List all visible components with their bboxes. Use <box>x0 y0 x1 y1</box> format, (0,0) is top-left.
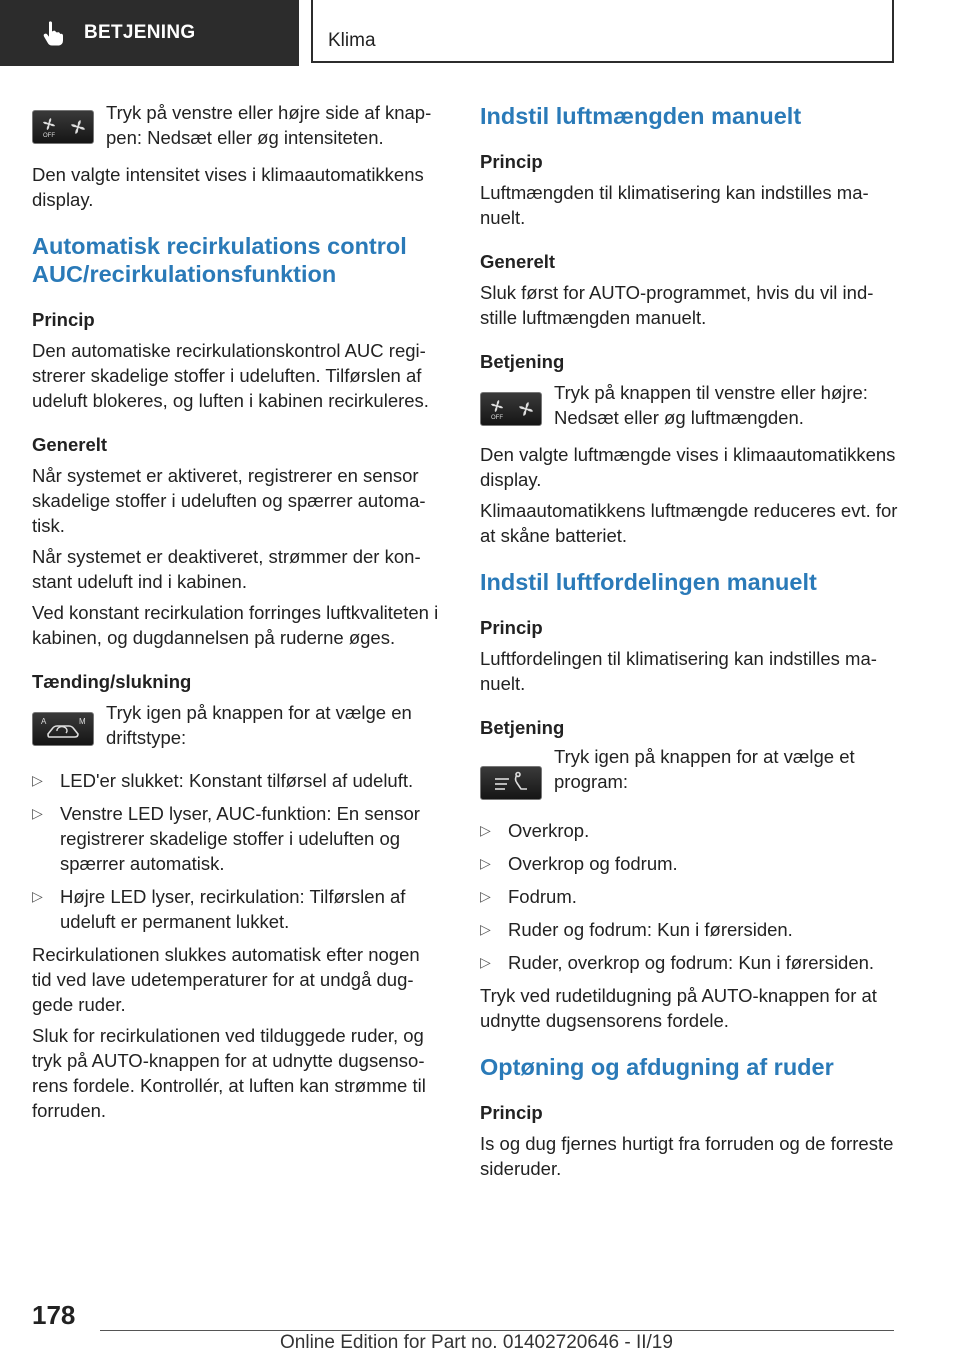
intensity-display-text: Den valgte intensitet vises i klimaautomatikkens display. <box>32 164 424 210</box>
air-distribution-betjening-block <box>480 716 898 1033</box>
car-recirculation-icon <box>35 715 91 743</box>
bullet-icon: ▷ <box>480 822 491 838</box>
air-volume-instruction-text: Tryk på knappen til venstre eller højre: Nedsæt eller øg luftmængden. <box>554 382 868 428</box>
list-item: ▷ Ruder og fodrum: Kun i førersiden. <box>480 919 793 940</box>
air-volume-generelt-block <box>480 250 898 330</box>
air-volume-p2: Klimaautomatikkens luftmængde reduceres evt. for at skåne batteriet. <box>480 500 898 546</box>
bullet-icon: ▷ <box>32 888 43 904</box>
svg-text:M: M <box>79 717 86 726</box>
auc-mode-list <box>32 768 442 934</box>
air-volume-betjening-heading: Betjening <box>480 351 565 372</box>
air-distribution-betjening-heading: Betjening <box>480 717 565 738</box>
auc-taending-block <box>32 670 442 1123</box>
air-volume-princip-text: Luftmængden til klimatisering kan indstilles manuelt. <box>480 182 869 228</box>
defrost-princip-text: Is og dug fjernes hurtigt fra forruden og de forreste sideruder. <box>480 1133 894 1179</box>
footer-rule <box>100 1330 894 1331</box>
fan-off-icon <box>39 116 59 138</box>
list-item: ▷ Overkrop og fodrum. <box>480 853 678 874</box>
auc-generelt-block <box>32 433 442 650</box>
air-distribution-icon <box>491 771 531 795</box>
auc-after-text-1: Recirkulationen slukkes automatisk efter nogen tid ved lave udetemperaturer for at undgå duggede ruder. <box>32 944 420 1015</box>
air-volume-generelt-heading: Generelt <box>480 251 556 272</box>
chapter-label: Klima <box>328 30 376 51</box>
bullet-icon: ▷ <box>32 772 43 788</box>
bullet-icon: ▷ <box>32 805 43 821</box>
air-distribution-button-image <box>480 766 542 800</box>
right-column <box>480 100 898 1191</box>
auc-generelt-p1: Når systemet er aktiveret, registrerer en sensor skadelige stoffer i udeluften og spærrer automatisk. <box>32 465 426 536</box>
section-label: BETJENING <box>84 22 196 43</box>
list-item: ▷ Ruder, overkrop og fodrum: Kun i førersiden. <box>480 952 875 973</box>
footer-edition: Online Edition for Part no. 01402720646 - II/19 <box>280 1332 673 1353</box>
air-volume-princip-heading: Princip <box>480 151 543 172</box>
auc-generelt-heading: Generelt <box>32 434 108 455</box>
air-volume-heading: Indstil luftmængden manuelt <box>480 103 802 129</box>
auc-princip-heading: Princip <box>32 309 95 330</box>
fan-icon <box>517 400 535 418</box>
list-item: ▷ LED'er slukket: Konstant tilførsel af udeluft. <box>32 770 414 791</box>
auc-taending-heading: Tænding/slukning <box>32 671 192 692</box>
intensity-button-image <box>32 110 94 144</box>
bullet-icon: ▷ <box>480 855 491 871</box>
svg-text:OFF: OFF <box>43 133 55 138</box>
air-distribution-instruction-text: Tryk igen på knappen for at vælge et program: <box>554 746 855 792</box>
fan-off-icon <box>487 398 507 420</box>
bullet-icon: ▷ <box>480 954 491 970</box>
air-distribution-instruction <box>480 746 898 800</box>
page-number: 178 <box>32 1300 76 1330</box>
auc-princip-block <box>32 308 442 413</box>
intensity-instruction <box>32 100 442 150</box>
left-column <box>32 100 442 1133</box>
list-item: ▷ Overkrop. <box>480 820 590 841</box>
air-distribution-princip-heading: Princip <box>480 617 543 638</box>
bullet-icon: ▷ <box>480 921 491 937</box>
intensity-instruction-text: Tryk på venstre eller højre side af knappen: Nedsæt eller øg intensiteten. <box>106 102 432 148</box>
auc-after-text-2: Sluk for recirkulationen ved tilduggede ruder, og tryk på AUTO-knappen for at udnytte dugsensorens fordele. Kontrollér, at luften kan strømme til forruden. <box>32 1025 426 1121</box>
defrost-heading: Optøning og afdugning af ruder <box>480 1054 834 1080</box>
auc-generelt-p3: Ved konstant recirkulation forringes luftkvaliteten i kabinen, og dugdannelsen på ruderne øges. <box>32 602 439 648</box>
auc-princip-text: Den automatiske recirkulationskontrol AUC registrerer skadelige stoffer i udeluften. Tilførslen af udeluft blokeres, og luften i kabinen recirkuleres. <box>32 340 429 411</box>
section-tab <box>0 0 299 66</box>
auc-instruction-text: Tryk igen på knappen for at vælge en driftstype: <box>106 702 412 748</box>
air-distribution-heading: Indstil luftfordelingen manuelt <box>480 569 817 595</box>
list-item: ▷ Venstre LED lyser, AUC-funktion: En sensor registrerer skadelige stoffer i udeluften og spærrer automatisk. <box>32 803 420 874</box>
hand-pointer-icon <box>40 19 68 47</box>
svg-text:OFF: OFF <box>491 415 503 420</box>
auc-button-image <box>32 712 94 746</box>
page-header <box>0 0 960 66</box>
defrost-princip-block <box>480 1101 898 1181</box>
bullet-icon: ▷ <box>480 888 491 904</box>
auc-heading: Automatisk recirkulations control AUC/recirkulationsfunktion <box>32 233 407 287</box>
air-distribution-princip-text: Luftfordelingen til klimatisering kan indstilles manuelt. <box>480 648 877 694</box>
defrost-princip-heading: Princip <box>480 1102 543 1123</box>
list-item: ▷ Højre LED lyser, recirkulation: Tilførslen af udeluft er permanent lukket. <box>32 886 406 932</box>
chapter-box <box>311 0 894 63</box>
auc-generelt-p2: Når systemet er deaktiveret, strømmer der konstant udeluft ind i kabinen. <box>32 546 421 592</box>
air-distribution-p3: Tryk ved rudetildugning på AUTO-knappen for at udnytte dugsensorens fordele. <box>480 985 877 1031</box>
air-volume-p1: Den valgte luftmængde vises i klimaautomatikkens display. <box>480 444 896 490</box>
svg-text:A: A <box>41 717 47 726</box>
fan-icon <box>69 118 87 136</box>
air-volume-princip-block <box>480 150 898 230</box>
auc-instruction <box>32 700 442 750</box>
air-distribution-program-list <box>480 818 898 975</box>
air-distribution-princip-block <box>480 616 898 696</box>
air-volume-instruction <box>480 380 898 430</box>
air-volume-generelt-text: Sluk først for AUTO-programmet, hvis du vil indstille luftmængden manuelt. <box>480 282 874 328</box>
air-volume-betjening-block <box>480 350 898 548</box>
list-item: ▷ Fodrum. <box>480 886 577 907</box>
air-volume-button-image <box>480 392 542 426</box>
